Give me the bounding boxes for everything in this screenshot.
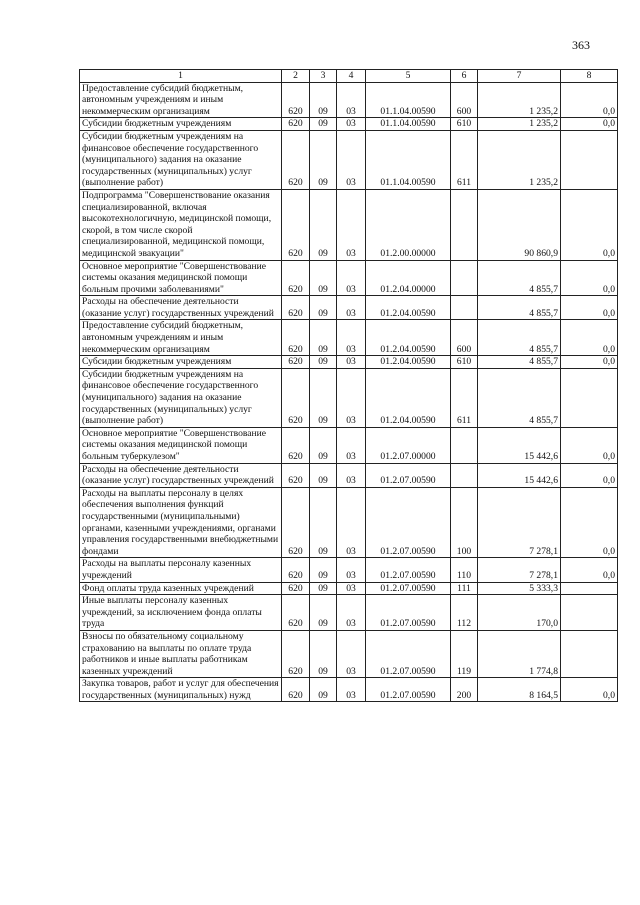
table-row xyxy=(80,582,618,595)
cell-amount-col8: 0,0 xyxy=(561,678,618,702)
cell-expense-type xyxy=(451,260,478,296)
cell-subsection-code: 03 xyxy=(337,427,366,463)
cell-expense-type: 110 xyxy=(451,558,478,582)
cell-amount: 15 442,6 xyxy=(478,463,561,487)
cell-amount-col8: 0,0 xyxy=(561,296,618,320)
row-description: Закупка товаров, работ и услуг для обеспечения государственных (муниципальных) нужд xyxy=(80,678,282,702)
table-body xyxy=(80,70,618,702)
cell-amount: 4 855,7 xyxy=(478,320,561,356)
cell-ministry-code: 620 xyxy=(282,558,310,582)
cell-expense-type xyxy=(451,296,478,320)
cell-target-article: 01.2.07.00590 xyxy=(366,595,451,631)
cell-ministry-code: 620 xyxy=(282,678,310,702)
cell-target-article: 01.1.04.00590 xyxy=(366,118,451,131)
cell-amount: 7 278,1 xyxy=(478,558,561,582)
cell-section-code: 09 xyxy=(310,487,337,558)
cell-subsection-code: 03 xyxy=(337,368,366,427)
cell-ministry-code: 620 xyxy=(282,260,310,296)
cell-section-code: 09 xyxy=(310,463,337,487)
cell-ministry-code: 620 xyxy=(282,296,310,320)
cell-section-code: 09 xyxy=(310,320,337,356)
cell-subsection-code: 03 xyxy=(337,82,366,118)
cell-target-article: 01.2.04.00590 xyxy=(366,320,451,356)
table-row xyxy=(80,463,618,487)
cell-amount-col8: 0,0 xyxy=(561,118,618,131)
cell-amount-col8: 0,0 xyxy=(561,189,618,260)
table-row xyxy=(80,82,618,118)
cell-expense-type: 600 xyxy=(451,82,478,118)
table-row xyxy=(80,427,618,463)
cell-ministry-code: 620 xyxy=(282,582,310,595)
cell-section-code: 09 xyxy=(310,630,337,677)
cell-section-code: 09 xyxy=(310,82,337,118)
cell-amount: 4 855,7 xyxy=(478,260,561,296)
cell-expense-type: 610 xyxy=(451,118,478,131)
cell-target-article: 01.2.04.00590 xyxy=(366,368,451,427)
cell-amount: 4 855,7 xyxy=(478,368,561,427)
column-header: 5 xyxy=(366,70,451,83)
cell-expense-type: 200 xyxy=(451,678,478,702)
row-description: Подпрограмма "Совершенствование оказания специализированной, включая высокотехнологичную, медицинской помощи, скорой, в том числе скорой специализированной, медицинской помощи, медицинской эвакуации" xyxy=(80,189,282,260)
cell-subsection-code: 03 xyxy=(337,260,366,296)
row-description: Расходы на обеспечение деятельности (оказание услуг) государственных учреждений xyxy=(80,463,282,487)
cell-amount: 5 333,3 xyxy=(478,582,561,595)
cell-target-article: 01.2.07.00000 xyxy=(366,427,451,463)
cell-expense-type: 111 xyxy=(451,582,478,595)
table-row xyxy=(80,130,618,189)
cell-ministry-code: 620 xyxy=(282,368,310,427)
cell-ministry-code: 620 xyxy=(282,82,310,118)
table-row xyxy=(80,189,618,260)
budget-table xyxy=(79,69,618,702)
cell-subsection-code: 03 xyxy=(337,130,366,189)
cell-amount-col8: 0,0 xyxy=(561,320,618,356)
table-header-row xyxy=(80,70,618,83)
cell-section-code: 09 xyxy=(310,118,337,131)
table-row xyxy=(80,320,618,356)
cell-amount: 1 774,8 xyxy=(478,630,561,677)
table-row xyxy=(80,678,618,702)
cell-subsection-code: 03 xyxy=(337,487,366,558)
cell-target-article: 01.2.04.00590 xyxy=(366,356,451,369)
cell-ministry-code: 620 xyxy=(282,463,310,487)
cell-amount-col8: 0,0 xyxy=(561,558,618,582)
cell-expense-type xyxy=(451,189,478,260)
cell-section-code: 09 xyxy=(310,582,337,595)
cell-expense-type: 600 xyxy=(451,320,478,356)
cell-amount: 4 855,7 xyxy=(478,296,561,320)
cell-section-code: 09 xyxy=(310,296,337,320)
cell-target-article: 01.2.07.00590 xyxy=(366,582,451,595)
cell-target-article: 01.2.07.00590 xyxy=(366,463,451,487)
cell-subsection-code: 03 xyxy=(337,595,366,631)
cell-target-article: 01.2.07.00590 xyxy=(366,630,451,677)
cell-amount: 170,0 xyxy=(478,595,561,631)
row-description: Основное мероприятие "Совершенствование системы оказания медицинской помощи больным прочими заболеваниями" xyxy=(80,260,282,296)
cell-expense-type: 611 xyxy=(451,368,478,427)
row-description: Субсидии бюджетным учреждениям xyxy=(80,356,282,369)
table-row xyxy=(80,296,618,320)
column-header: 4 xyxy=(337,70,366,83)
cell-amount-col8: 0,0 xyxy=(561,260,618,296)
cell-subsection-code: 03 xyxy=(337,582,366,595)
column-header: 2 xyxy=(282,70,310,83)
cell-ministry-code: 620 xyxy=(282,189,310,260)
cell-target-article: 01.2.07.00590 xyxy=(366,558,451,582)
row-description: Фонд оплаты труда казенных учреждений xyxy=(80,582,282,595)
table-row xyxy=(80,487,618,558)
column-header: 7 xyxy=(478,70,561,83)
cell-amount: 15 442,6 xyxy=(478,427,561,463)
table-row xyxy=(80,118,618,131)
cell-ministry-code: 620 xyxy=(282,630,310,677)
table-row xyxy=(80,356,618,369)
cell-amount: 4 855,7 xyxy=(478,356,561,369)
row-description: Взносы по обязательному социальному страхованию на выплаты по оплате труда работников и иные выплаты работникам казенных учреждений xyxy=(80,630,282,677)
table-row xyxy=(80,558,618,582)
cell-subsection-code: 03 xyxy=(337,320,366,356)
column-header: 8 xyxy=(561,70,618,83)
cell-subsection-code: 03 xyxy=(337,296,366,320)
cell-amount-col8: 0,0 xyxy=(561,356,618,369)
cell-subsection-code: 03 xyxy=(337,189,366,260)
cell-subsection-code: 03 xyxy=(337,118,366,131)
cell-amount-col8: 0,0 xyxy=(561,487,618,558)
cell-section-code: 09 xyxy=(310,260,337,296)
table-row xyxy=(80,595,618,631)
column-header: 6 xyxy=(451,70,478,83)
cell-target-article: 01.2.07.00590 xyxy=(366,487,451,558)
row-description: Предоставление субсидий бюджетным, автономным учреждениям и иным некоммерческим организациям xyxy=(80,320,282,356)
cell-expense-type: 611 xyxy=(451,130,478,189)
table-row xyxy=(80,260,618,296)
cell-amount-col8 xyxy=(561,630,618,677)
cell-section-code: 09 xyxy=(310,130,337,189)
cell-section-code: 09 xyxy=(310,678,337,702)
cell-expense-type xyxy=(451,463,478,487)
page-number: 363 xyxy=(572,38,590,52)
cell-ministry-code: 620 xyxy=(282,427,310,463)
row-description: Основное мероприятие "Совершенствование системы оказания медицинской помощи больным туберкулезом" xyxy=(80,427,282,463)
cell-target-article: 01.2.00.00000 xyxy=(366,189,451,260)
cell-subsection-code: 03 xyxy=(337,463,366,487)
cell-ministry-code: 620 xyxy=(282,487,310,558)
column-header: 3 xyxy=(310,70,337,83)
cell-subsection-code: 03 xyxy=(337,558,366,582)
cell-expense-type xyxy=(451,427,478,463)
cell-expense-type: 610 xyxy=(451,356,478,369)
table-row xyxy=(80,630,618,677)
cell-amount: 1 235,2 xyxy=(478,82,561,118)
cell-amount-col8 xyxy=(561,130,618,189)
cell-target-article: 01.2.04.00590 xyxy=(366,296,451,320)
cell-section-code: 09 xyxy=(310,368,337,427)
row-description: Иные выплаты персоналу казенных учреждений, за исключением фонда оплаты труда xyxy=(80,595,282,631)
cell-amount-col8: 0,0 xyxy=(561,463,618,487)
cell-section-code: 09 xyxy=(310,189,337,260)
cell-ministry-code: 620 xyxy=(282,130,310,189)
cell-target-article: 01.1.04.00590 xyxy=(366,82,451,118)
row-description: Субсидии бюджетным учреждениям xyxy=(80,118,282,131)
column-header: 1 xyxy=(80,70,282,83)
row-description: Расходы на выплаты персоналу в целях обеспечения выполнения функций государственными (муниципальными) органами, казенными учреждениями, органами управления государственными внебюджетными фондами xyxy=(80,487,282,558)
cell-expense-type: 112 xyxy=(451,595,478,631)
cell-target-article: 01.1.04.00590 xyxy=(366,130,451,189)
cell-amount-col8 xyxy=(561,582,618,595)
row-description: Предоставление субсидий бюджетным, автономным учреждениям и иным некоммерческим организациям xyxy=(80,82,282,118)
cell-amount: 7 278,1 xyxy=(478,487,561,558)
row-description: Субсидии бюджетным учреждениям на финансовое обеспечение государственного (муниципального) задания на оказание государственных (муниципальных) услуг (выполнение работ) xyxy=(80,368,282,427)
cell-expense-type: 119 xyxy=(451,630,478,677)
cell-amount-col8 xyxy=(561,368,618,427)
cell-target-article: 01.2.07.00590 xyxy=(366,678,451,702)
cell-ministry-code: 620 xyxy=(282,118,310,131)
cell-ministry-code: 620 xyxy=(282,595,310,631)
cell-expense-type: 100 xyxy=(451,487,478,558)
cell-section-code: 09 xyxy=(310,356,337,369)
cell-section-code: 09 xyxy=(310,427,337,463)
cell-section-code: 09 xyxy=(310,558,337,582)
cell-amount: 1 235,2 xyxy=(478,118,561,131)
cell-amount: 8 164,5 xyxy=(478,678,561,702)
row-description: Расходы на обеспечение деятельности (оказание услуг) государственных учреждений xyxy=(80,296,282,320)
cell-amount-col8 xyxy=(561,595,618,631)
row-description: Расходы на выплаты персоналу казенных учреждений xyxy=(80,558,282,582)
cell-subsection-code: 03 xyxy=(337,630,366,677)
cell-amount: 1 235,2 xyxy=(478,130,561,189)
cell-subsection-code: 03 xyxy=(337,678,366,702)
cell-section-code: 09 xyxy=(310,595,337,631)
cell-ministry-code: 620 xyxy=(282,356,310,369)
cell-subsection-code: 03 xyxy=(337,356,366,369)
cell-amount-col8: 0,0 xyxy=(561,82,618,118)
table-row xyxy=(80,368,618,427)
cell-amount-col8: 0,0 xyxy=(561,427,618,463)
cell-ministry-code: 620 xyxy=(282,320,310,356)
cell-target-article: 01.2.04.00000 xyxy=(366,260,451,296)
cell-amount: 90 860,9 xyxy=(478,189,561,260)
row-description: Субсидии бюджетным учреждениям на финансовое обеспечение государственного (муниципального) задания на оказание государственных (муниципальных) услуг (выполнение работ) xyxy=(80,130,282,189)
